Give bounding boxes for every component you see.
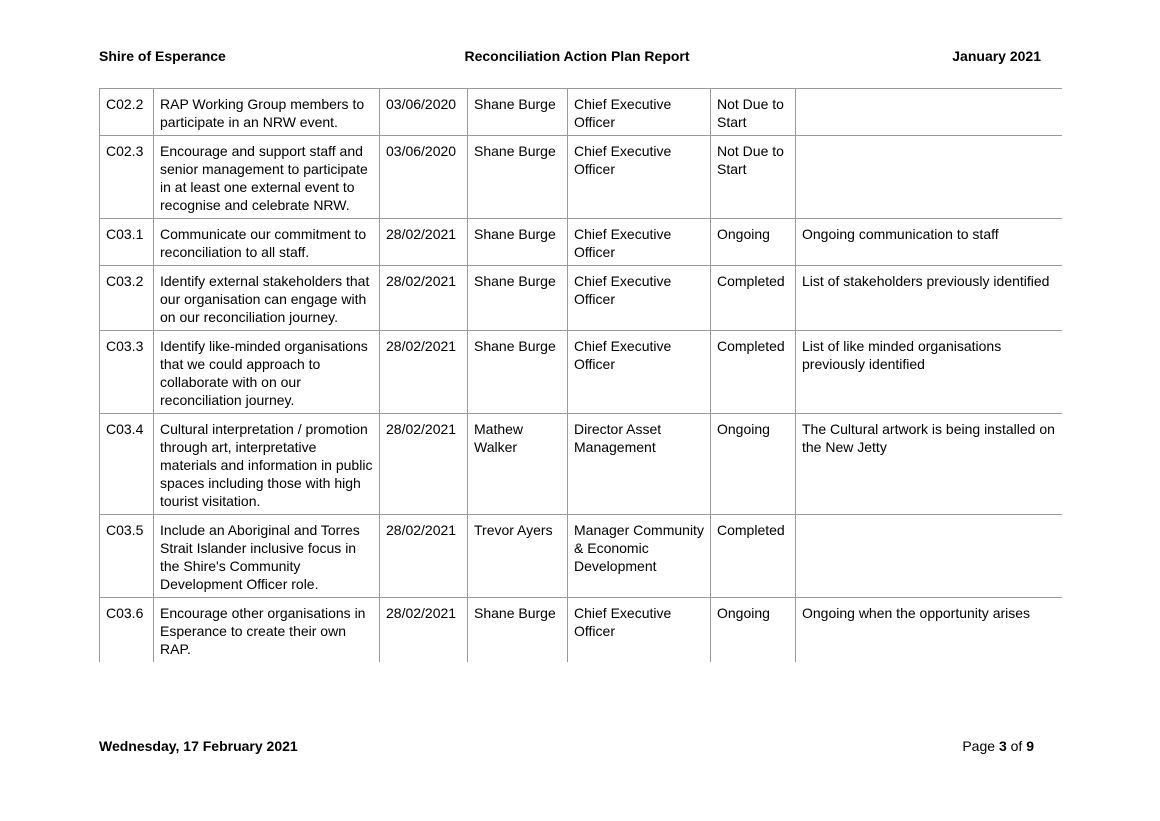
table-row <box>100 136 1063 219</box>
action-responsible-role: Chief Executive Officer <box>568 266 711 331</box>
action-description: Identify external stakeholders that our organisation can engage with on our reconciliation journey. <box>154 266 380 331</box>
table-row <box>100 219 1063 266</box>
action-description: Cultural interpretation / promotion through art, interpretative materials and information in public spaces including those with high tourist visitation. <box>154 414 380 515</box>
header-report-title: Reconciliation Action Plan Report <box>464 48 690 64</box>
action-responsible-role: Chief Executive Officer <box>568 598 711 663</box>
action-responsible-person: Mathew Walker <box>468 414 568 515</box>
action-code: C03.6 <box>100 598 154 663</box>
action-comment <box>796 89 1063 136</box>
action-comment: The Cultural artwork is being installed on the New Jetty <box>796 414 1063 515</box>
table-row <box>100 414 1063 515</box>
table-row <box>100 515 1063 598</box>
action-table <box>99 88 1062 662</box>
header-period: January 2021 <box>952 48 1041 64</box>
action-comment <box>796 515 1063 598</box>
action-responsible-role: Manager Community & Economic Development <box>568 515 711 598</box>
footer-page-of: of <box>1010 738 1023 754</box>
action-responsible-person: Shane Burge <box>468 331 568 414</box>
action-status: Ongoing <box>711 598 796 663</box>
action-code: C02.3 <box>100 136 154 219</box>
action-responsible-person: Shane Burge <box>468 136 568 219</box>
table-row <box>100 89 1063 136</box>
action-status: Completed <box>711 331 796 414</box>
action-date: 28/02/2021 <box>380 598 468 663</box>
action-responsible-role: Chief Executive Officer <box>568 136 711 219</box>
action-comment: List of like minded organisations previously identified <box>796 331 1063 414</box>
action-status: Ongoing <box>711 219 796 266</box>
footer-page-word: Page <box>962 738 996 754</box>
action-responsible-person: Shane Burge <box>468 89 568 136</box>
action-status: Completed <box>711 515 796 598</box>
action-code: C03.3 <box>100 331 154 414</box>
action-responsible-role: Chief Executive Officer <box>568 219 711 266</box>
action-responsible-person: Shane Burge <box>468 598 568 663</box>
action-date: 03/06/2020 <box>380 89 468 136</box>
footer-page-number <box>962 738 1034 754</box>
action-responsible-person: Trevor Ayers <box>468 515 568 598</box>
footer-date: Wednesday, 17 February 2021 <box>99 738 298 754</box>
action-date: 03/06/2020 <box>380 136 468 219</box>
footer-page-current: 3 <box>998 738 1007 754</box>
action-description: Communicate our commitment to reconciliation to all staff. <box>154 219 380 266</box>
action-status: Completed <box>711 266 796 331</box>
action-responsible-person: Shane Burge <box>468 219 568 266</box>
action-status: Not Due to Start <box>711 89 796 136</box>
action-date: 28/02/2021 <box>380 414 468 515</box>
action-date: 28/02/2021 <box>380 266 468 331</box>
footer-page-total: 9 <box>1026 738 1034 754</box>
action-responsible-role: Chief Executive Officer <box>568 89 711 136</box>
action-description: Include an Aboriginal and Torres Strait Islander inclusive focus in the Shire's Community Development Officer role. <box>154 515 380 598</box>
action-comment: List of stakeholders previously identified <box>796 266 1063 331</box>
action-comment <box>796 136 1063 219</box>
table-row <box>100 331 1063 414</box>
action-description: RAP Working Group members to participate in an NRW event. <box>154 89 380 136</box>
action-date: 28/02/2021 <box>380 219 468 266</box>
action-responsible-role: Chief Executive Officer <box>568 331 711 414</box>
table-row <box>100 266 1063 331</box>
action-code: C02.2 <box>100 89 154 136</box>
action-description: Identify like-minded organisations that we could approach to collaborate with on our reconciliation journey. <box>154 331 380 414</box>
action-date: 28/02/2021 <box>380 515 468 598</box>
table-row <box>100 598 1063 663</box>
action-description: Encourage other organisations in Esperance to create their own RAP. <box>154 598 380 663</box>
header-organisation: Shire of Esperance <box>99 48 226 64</box>
action-status: Ongoing <box>711 414 796 515</box>
action-code: C03.5 <box>100 515 154 598</box>
action-table-wrap <box>99 88 1062 730</box>
action-description: Encourage and support staff and senior management to participate in at least one external event to recognise and celebrate NRW. <box>154 136 380 219</box>
action-status: Not Due to Start <box>711 136 796 219</box>
action-date: 28/02/2021 <box>380 331 468 414</box>
action-comment: Ongoing communication to staff <box>796 219 1063 266</box>
action-table-body <box>100 89 1063 663</box>
action-code: C03.2 <box>100 266 154 331</box>
action-code: C03.1 <box>100 219 154 266</box>
action-comment: Ongoing when the opportunity arises <box>796 598 1063 663</box>
action-responsible-role: Director Asset Management <box>568 414 711 515</box>
action-code: C03.4 <box>100 414 154 515</box>
action-responsible-person: Shane Burge <box>468 266 568 331</box>
